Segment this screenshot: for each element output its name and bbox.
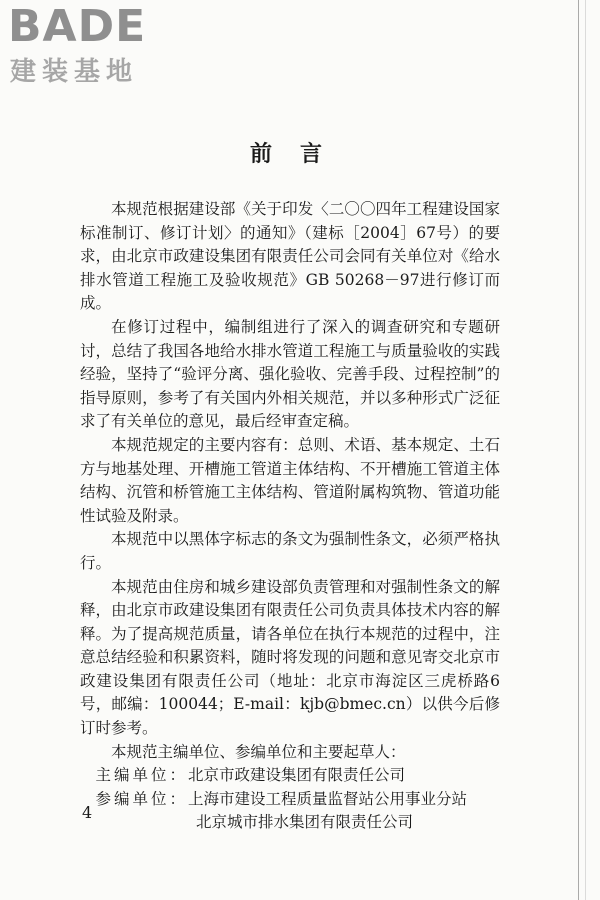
logo-subtitle: 建装基地 <box>10 57 139 87</box>
scan-edge-line <box>578 0 579 900</box>
logo-wordmark: BADE <box>8 1 147 52</box>
paragraph-origin: 本规范根据建设部《关于印发〈二〇〇四年工程建设国家标准制订、修订计划〉的通知》（建标［2004］67号）的要求，由北京市政建设集团有限责任公司会同有关单位对《给水排水管道工程施工及验收规范》GB 50268－97进行修订而成。 <box>80 200 500 313</box>
paragraph-mandatory-clauses: 本规范中以黑体字标志的条文为强制性条文，必须严格执行。 <box>80 530 500 572</box>
page-number: 4 <box>82 803 93 822</box>
co-editor-label: 参编单位： <box>95 789 189 808</box>
foreword-body <box>80 198 500 835</box>
co-editor-value-2: 北京城市排水集团有限责任公司 <box>196 813 414 832</box>
paragraph-units-intro: 本规范主编单位、参编单位和主要起草人： <box>111 742 406 761</box>
co-editor-value-1: 上海市建设工程质量监督站公用事业分站 <box>188 789 468 808</box>
page-title: 前言 <box>249 142 350 167</box>
paragraph-revision-process: 在修订过程中，编制组进行了深入的调查研究和专题研讨，总结了我国各地给水排水管道工程施工与质量验收的实践经验，坚持了“验评分离、强化验收、完善手段、过程控制”的指导原则，参考了有关国内外相关规范，并以多种形式广泛征求了有关单位的意见，最后经审查定稿。 <box>80 317 500 431</box>
chief-editor-value: 北京市政建设集团有限责任公司 <box>188 766 406 785</box>
paragraph-management: 本规范由住房和城乡建设部负责管理和对强制性条文的解释，由北京市政建设集团有限责任公司负责具体技术内容的解释。为了提高规范质量，请各单位在执行本规范的过程中，注意总结经验和积累资料，随时将发现的问题和意见寄交北京市政建设集团有限责任公司（地址：北京市海淀区三虎桥路6号，邮编：100044；E-mail：kjb@bmec.cn）以供今后修订时参考。 <box>80 577 500 738</box>
co-editor-line-2 <box>80 811 500 835</box>
chief-editor-label: 主编单位： <box>95 766 189 785</box>
paragraph-main-contents: 本规范规定的主要内容有：总则、术语、基本规定、土石方与地基处理、开槽施工管道主体结构、不开槽施工管道主体结构、沉管和桥管施工主体结构、管道附属构筑物、管道功能性试验及附录。 <box>80 435 500 525</box>
chief-editor-line <box>80 764 500 788</box>
watermark-logo <box>6 2 176 92</box>
co-editor-line <box>80 788 500 812</box>
scan-edge-line-faint <box>585 0 586 900</box>
